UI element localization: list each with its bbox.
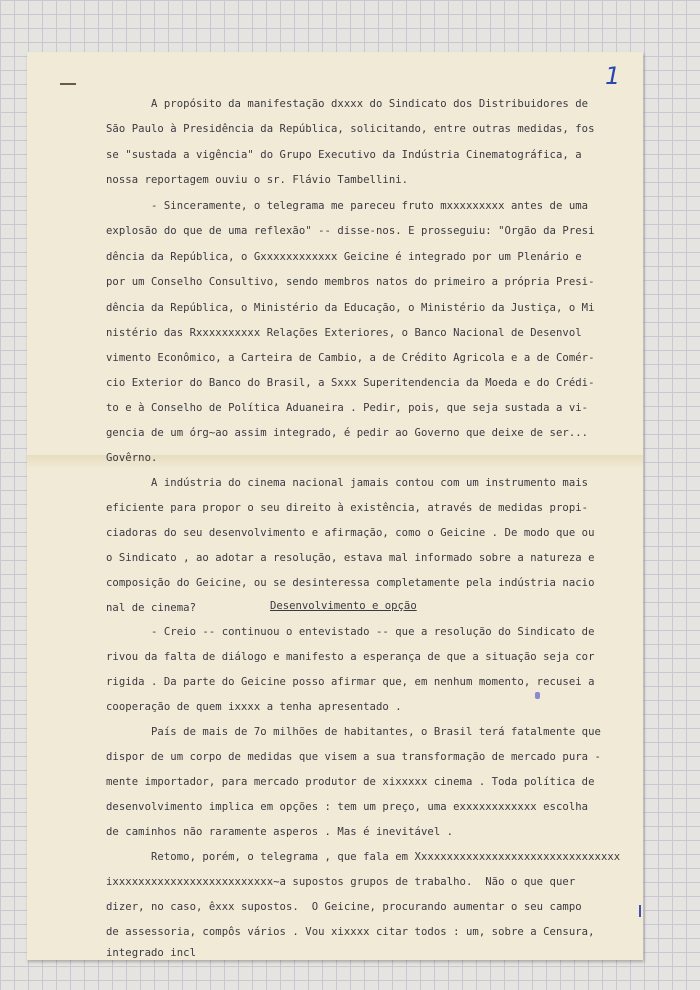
text-line: - Creio -- continuou o entevistado -- que a resolução do Sindicato de [106, 626, 595, 638]
text-line: o Sindicato , ao adotar a resolução, estava mal informado sobre a natureza e [106, 552, 595, 564]
section-heading: Desenvolvimento e opção [270, 600, 417, 612]
text-line: dispor de um corpo de medidas que visem a sua transformação de mercado pura - [106, 751, 601, 763]
text-line: eficiente para propor o seu direito à existência, através de medidas propi- [106, 502, 589, 514]
text-line: Retomo, porém, o telegrama , que fala em Xxxxxxxxxxxxxxxxxxxxxxxxxxxxxxxx [106, 851, 621, 863]
text-line: gencia de um órg~ao assim integrado, é pedir ao Governo que deixe de ser... [106, 427, 589, 439]
page-number: 1 [605, 62, 621, 90]
text-line: de caminhos não raramente asperos . Mas é inevitável . [106, 826, 454, 838]
text-line: por um Conselho Consultivo, sendo membros natos do primeiro a própria Presi- [106, 276, 595, 288]
text-line: integrado incl [106, 947, 196, 959]
text-line: nossa reportagem ouviu o sr. Flávio Tambellini. [106, 174, 409, 186]
text-line: mente importador, para mercado produtor de xixxxxx cinema . Toda política de [106, 776, 595, 788]
text-line: explosão do que de uma reflexão" -- disse-nos. E prosseguiu: "Orgão da Presi [106, 225, 595, 237]
margin-mark [60, 83, 76, 85]
text-line: A indústria do cinema nacional jamais contou com um instrumento mais [106, 477, 589, 489]
text-line: composição do Geicine, ou se desinteressa completamente pela indústria nacio [106, 577, 595, 589]
text-line: nal de cinema? [106, 602, 196, 614]
document-sheet [27, 52, 643, 960]
text-line: rigida . Da parte do Geicine posso afirmar que, em nenhum momento, recusei a [106, 676, 595, 688]
text-line: vimento Econômico, a Carteira de Cambio, a de Crédito Agricola e a de Comér- [106, 352, 595, 364]
text-line: cooperação de quem ixxxx a tenha apresentado . [106, 701, 402, 713]
ink-mark [639, 905, 641, 917]
text-line: - Sinceramente, o telegrama me pareceu fruto mxxxxxxxxx antes de uma [106, 200, 589, 212]
text-line: ciadoras do seu desenvolvimento e afirmação, como o Geicine . De modo que ou [106, 527, 595, 539]
text-line: desenvolvimento implica em opções : tem um preço, uma exxxxxxxxxxxx escolha [106, 801, 589, 813]
text-line: A propósito da manifestação dxxxx do Sindicato dos Distribuidores de [106, 98, 589, 110]
text-line: Govêrno. [106, 452, 158, 464]
text-line: de assessoria, compôs vários . Vou xixxxx citar todos : um, sobre a Censura, [106, 926, 595, 938]
text-line: dência da República, o Ministério da Educação, o Ministério da Justiça, o Mi [106, 302, 595, 314]
text-line: to e à Conselho de Política Aduaneira . Pedir, pois, que seja sustada a vi- [106, 402, 589, 414]
text-line: nistério das Rxxxxxxxxxx Relações Exteriores, o Banco Nacional de Desenvol [106, 327, 582, 339]
text-line: cio Exterior do Banco do Brasil, a Sxxx Superitendencia da Moeda e do Crédi- [106, 377, 595, 389]
ink-blot [535, 692, 540, 699]
text-line: dizer, no caso, êxxx supostos. O Geicine, procurando aumentar o seu campo [106, 901, 582, 913]
text-line: ixxxxxxxxxxxxxxxxxxxxxxxxx~a supostos grupos de trabalho. Não o que quer [106, 876, 576, 888]
text-line: dência da República, o Gxxxxxxxxxxxx Geicine é integrado por um Plenário e [106, 251, 582, 263]
text-line: rivou da falta de diálogo e manifesto a esperança de que a situação seja cor [106, 651, 595, 663]
text-line: se "sustada a vigência" do Grupo Executivo da Indústria Cinematográfica, a [106, 149, 582, 161]
text-line: País de mais de 7o milhões de habitantes, o Brasil terá fatalmente que [106, 726, 601, 738]
text-line: São Paulo à Presidência da República, solicitando, entre outras medidas, fos [106, 123, 595, 135]
